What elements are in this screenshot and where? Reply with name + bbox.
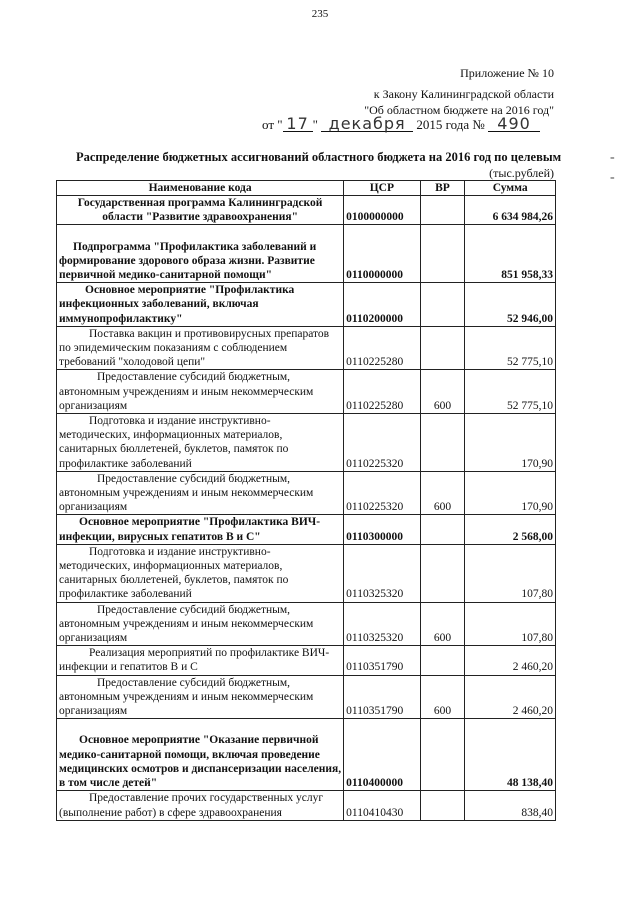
table-row <box>57 602 556 646</box>
cell-sum: 52 775,10 <box>465 326 556 370</box>
cell-sum: 838,40 <box>465 791 556 820</box>
cell-vr: 600 <box>420 602 465 646</box>
page-number: 235 <box>311 8 329 20</box>
cell-csr: 0110000000 <box>344 225 420 283</box>
date-year: 2015 года № <box>416 117 485 132</box>
cell-csr: 0110225280 <box>344 326 420 370</box>
date-mid: " <box>312 117 318 132</box>
date-day: 17 <box>283 116 313 132</box>
law-line-2: "Об областном бюджете на 2016 год" <box>364 103 554 117</box>
date-month: декабря <box>321 116 413 132</box>
cell-csr: 0110400000 <box>344 719 420 791</box>
cell-vr: 600 <box>420 675 465 719</box>
cell-sum: 851 958,33 <box>465 225 556 283</box>
header-csr: ЦСР <box>344 181 420 196</box>
cell-name: Предоставление субсидий бюджетным, автономным учреждениям и иным некоммерческим организациям <box>57 675 344 719</box>
table-row <box>57 675 556 719</box>
table-row <box>57 414 556 472</box>
cell-vr: 600 <box>420 370 465 414</box>
cell-sum: 107,80 <box>465 602 556 646</box>
cell-csr: 0110351790 <box>344 675 420 719</box>
table-row <box>57 646 556 675</box>
cell-name: Государственная программа Калининградской области "Развитие здравоохранения" <box>57 196 344 225</box>
table-row <box>57 719 556 791</box>
document-number: 490 <box>488 116 540 132</box>
cell-name: Основное мероприятие "Профилактика ВИЧ-инфекции, вирусных гепатитов В и С" <box>57 515 344 544</box>
cell-csr: 0100000000 <box>344 196 420 225</box>
cell-name: Предоставление субсидий бюджетным, автономным учреждениям и иным некоммерческим организациям <box>57 602 344 646</box>
units-label: (тыс.рублей) <box>489 166 554 180</box>
cell-csr: 0110225320 <box>344 471 420 515</box>
cell-name: Предоставление прочих государственных услуг (выполнение работ) в сфере здравоохранения <box>57 791 344 820</box>
cell-name: Подпрограмма "Профилактика заболеваний и формирование здорового образа жизни. Развитие первичной медико-санитарной помощи" <box>57 225 344 283</box>
header-sum: Сумма <box>465 181 556 196</box>
cell-vr <box>420 225 465 283</box>
cell-sum: 170,90 <box>465 471 556 515</box>
budget-table <box>56 180 556 821</box>
cell-csr: 0110325320 <box>344 602 420 646</box>
cell-csr: 0110225280 <box>344 370 420 414</box>
cell-sum: 170,90 <box>465 414 556 472</box>
margin-mark: - <box>610 150 615 165</box>
cell-sum: 6 634 984,26 <box>465 196 556 225</box>
cell-csr: 0110200000 <box>344 283 420 327</box>
cell-csr: 0110410430 <box>344 791 420 820</box>
table-row <box>57 544 556 602</box>
cell-vr <box>420 283 465 327</box>
header-name: Наименование кода <box>57 181 344 196</box>
cell-csr: 0110325320 <box>344 544 420 602</box>
appendix-label: Приложение № 10 <box>460 66 554 80</box>
date-line <box>262 116 540 133</box>
cell-name: Реализация мероприятий по профилактике ВИЧ-инфекции и гепатитов В и С <box>57 646 344 675</box>
table-row <box>57 791 556 820</box>
table-row <box>57 471 556 515</box>
cell-vr <box>420 515 465 544</box>
cell-name: Основное мероприятие "Оказание первичной медико-санитарной помощи, включая проведение медицинских осмотров и диспансеризации населения, в том числе детей" <box>57 719 344 791</box>
cell-sum: 2 460,20 <box>465 675 556 719</box>
cell-vr <box>420 196 465 225</box>
table-row <box>57 283 556 327</box>
table-row <box>57 370 556 414</box>
cell-vr <box>420 719 465 791</box>
law-line-1: к Закону Калининградской области <box>373 87 554 101</box>
table-row <box>57 515 556 544</box>
cell-sum: 2 568,00 <box>465 515 556 544</box>
cell-sum: 52 946,00 <box>465 283 556 327</box>
cell-csr: 0110351790 <box>344 646 420 675</box>
cell-vr <box>420 544 465 602</box>
table-row <box>57 326 556 370</box>
cell-name: Предоставление субсидий бюджетным, автономным учреждениям и иным некоммерческим организациям <box>57 471 344 515</box>
cell-sum: 2 460,20 <box>465 646 556 675</box>
cell-vr <box>420 326 465 370</box>
cell-sum: 48 138,40 <box>465 719 556 791</box>
table-row <box>57 196 556 225</box>
document-title: Распределение бюджетных ассигнований областного бюджета на 2016 год по целевым <box>76 150 562 164</box>
cell-vr <box>420 414 465 472</box>
table-row <box>57 225 556 283</box>
cell-name: Подготовка и издание инструктивно-методических, информационных материалов, санитарных бюллетеней, буклетов, памяток по профилактике заболеваний <box>57 544 344 602</box>
cell-sum: 52 775,10 <box>465 370 556 414</box>
header-vr: ВР <box>420 181 465 196</box>
cell-sum: 107,80 <box>465 544 556 602</box>
date-prefix: от " <box>262 117 283 132</box>
cell-vr <box>420 791 465 820</box>
cell-csr: 0110225320 <box>344 414 420 472</box>
cell-name: Подготовка и издание инструктивно-методических, информационных материалов, санитарных бюллетеней, буклетов, памяток по профилактике заболеваний <box>57 414 344 472</box>
cell-name: Поставка вакцин и противовирусных препаратов по эпидемическим показаниям с соблюдением требований "холодовой цепи" <box>57 326 344 370</box>
cell-csr: 0110300000 <box>344 515 420 544</box>
cell-vr <box>420 646 465 675</box>
margin-mark: - <box>610 170 615 185</box>
cell-name: Основное мероприятие "Профилактика инфекционных заболеваний, включая иммунопрофилактику" <box>57 283 344 327</box>
cell-name: Предоставление субсидий бюджетным, автономным учреждениям и иным некоммерческим организациям <box>57 370 344 414</box>
cell-vr: 600 <box>420 471 465 515</box>
table-header-row <box>57 181 556 196</box>
